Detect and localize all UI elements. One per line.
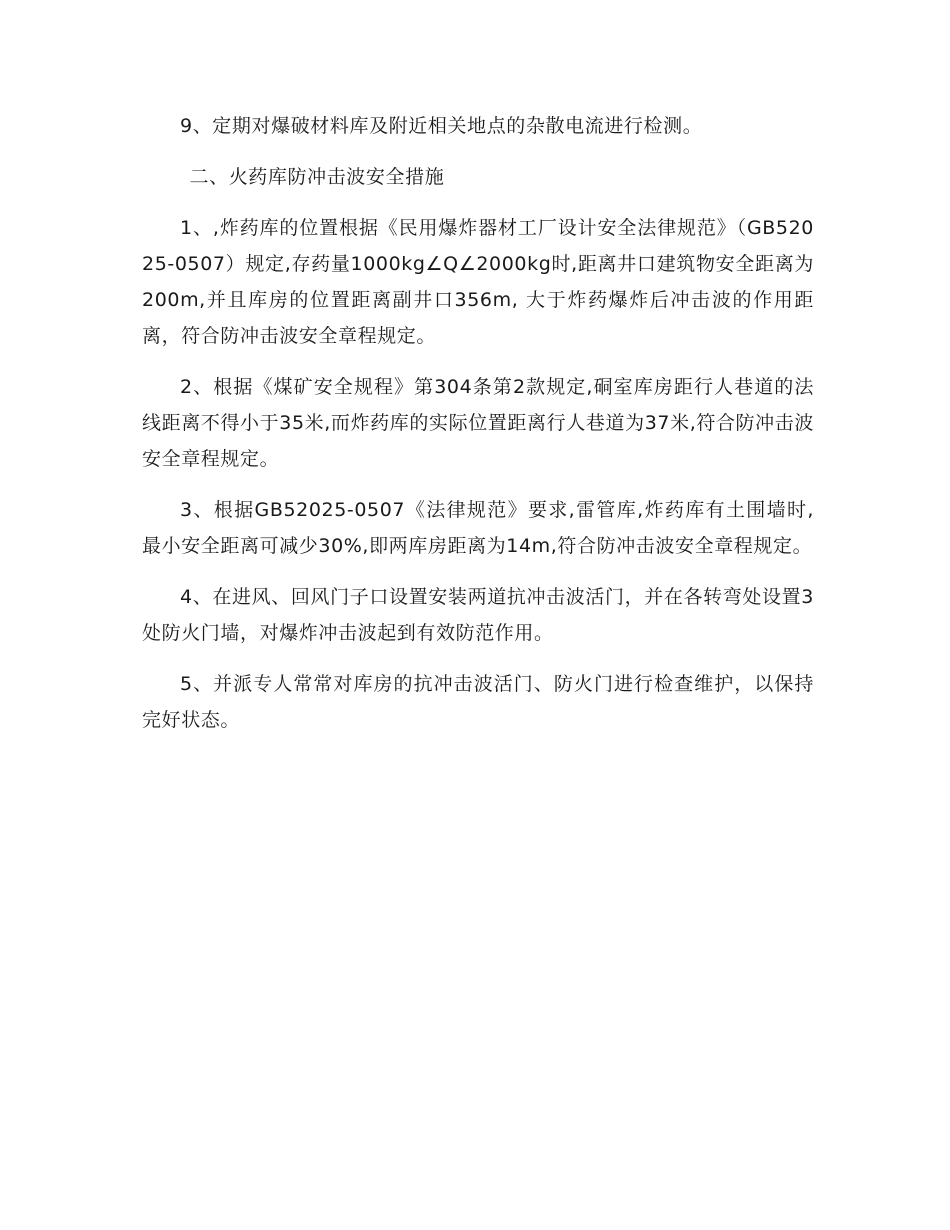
document-body xyxy=(142,108,814,753)
paragraph-item-1: 1、,炸药库的位置根据《民用爆炸器材工厂设计安全法律规范》（GB52025-0507）规定,存药量1000kg∠Q∠2000kg时,距离井口建筑物安全距离为200m,并且库房的位置距离副井口356m, 大于炸药爆炸后冲击波的作用距离，符合防冲击波安全章程规定。 xyxy=(142,217,814,347)
paragraph-item-3: 3、根据GB52025-0507《法律规范》要求,雷管库,炸药库有土围墙时,最小安全距离可减少30%,即两库房距离为14m,符合防冲击波安全章程规定。 xyxy=(142,499,814,557)
paragraph-item-2: 2、根据《煤矿安全规程》第304条第2款规定,硐室库房距行人巷道的法线距离不得小于35米,而炸药库的实际位置距离行人巷道为37米,符合防冲击波安全章程规定。 xyxy=(142,376,814,470)
paragraph-item-9: 9、定期对爆破材料库及附近相关地点的杂散电流进行检测。 xyxy=(180,115,703,137)
section-heading: 二、火药库防冲击波安全措施 xyxy=(189,166,445,188)
paragraph-item-4: 4、在进风、回风门子口设置安装两道抗冲击波活门，并在各转弯处设置3处防火门墙，对爆炸冲击波起到有效防范作用。 xyxy=(142,586,814,644)
paragraph-item-5: 5、并派专人常常对库房的抗冲击波活门、防火门进行检查维护，以保持完好状态。 xyxy=(142,673,814,731)
